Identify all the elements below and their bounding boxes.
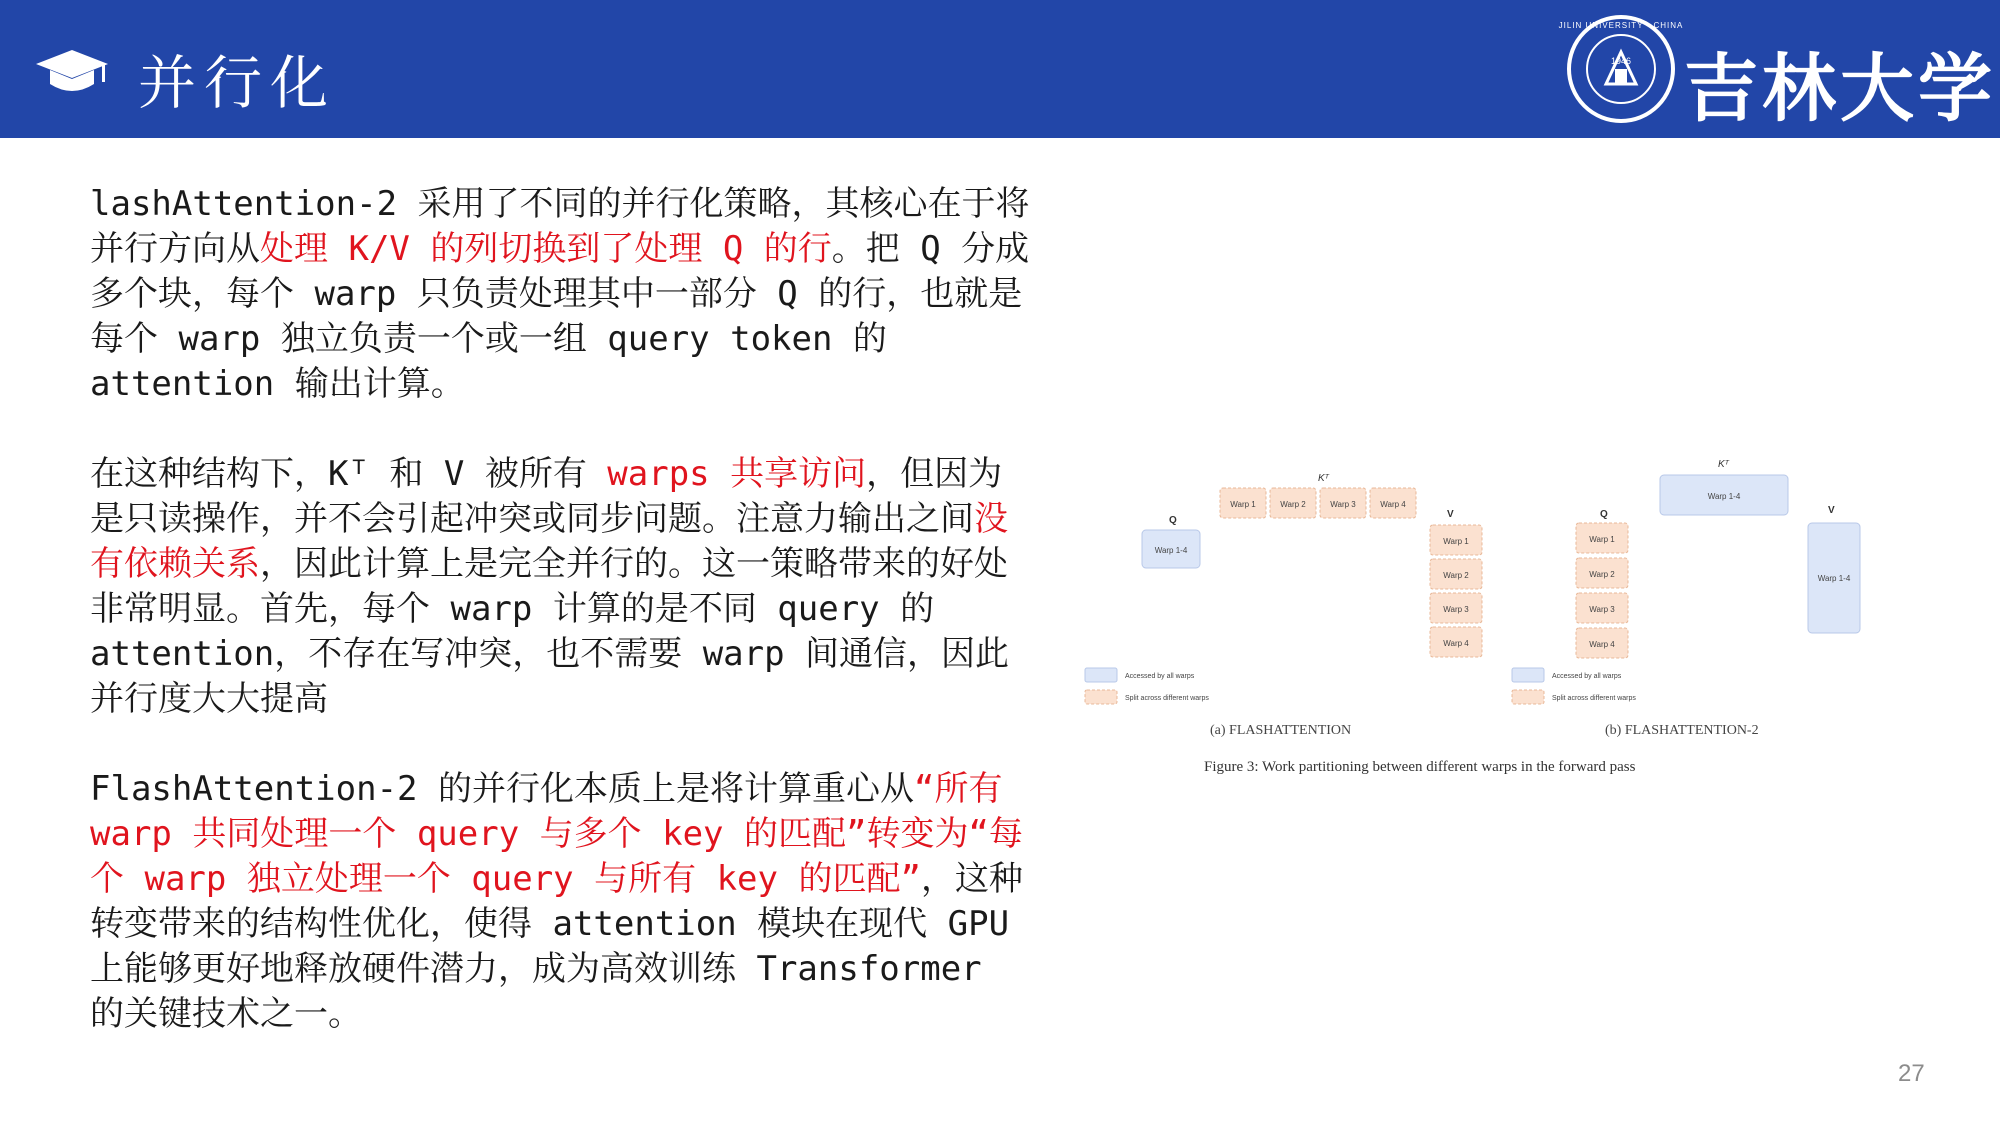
q-block-label: Warp 1-4 (1154, 546, 1188, 555)
highlight-run: 没有依赖关系 (90, 499, 1008, 584)
kt-warp-block-1 (1220, 488, 1266, 518)
legend-accessed-label: Accessed by all warps (1125, 673, 1195, 680)
figure-caption: Figure 3: Work partitioning between different warps in the forward pass (1204, 759, 1636, 775)
legend-accessed-label-b: Accessed by all warps (1552, 673, 1622, 680)
q-warp-label-3: Warp 3 (1589, 605, 1615, 614)
kt-warp-block-2 (1270, 488, 1316, 518)
kt-warp-label-4: Warp 4 (1380, 500, 1406, 509)
legend-split-swatch-b (1512, 690, 1544, 704)
v-warp-label-4: Warp 4 (1443, 639, 1469, 648)
highlight-run: warps 共享访问 (607, 454, 867, 494)
text-run: 。把 Q 分成多个块，每个 warp 只负责处理其中一部分 Q 的行，也就是每个 warp 独立负责一个或一组 query token 的 attention 输出计算。 (90, 229, 1030, 404)
legend-split-label: Split across different warps (1125, 695, 1209, 702)
text-run: 在这种结构下，Kᵀ 和 V 被所有 (90, 454, 608, 494)
text-run: FlashAttention-2 的并行化本质上是将计算重心从 (90, 769, 914, 809)
legend-split-label-b: Split across different warps (1552, 695, 1636, 702)
q-warp-label-4: Warp 4 (1589, 640, 1615, 649)
highlight-run: 处理 K/V 的列切换到了处理 Q 的行 (260, 229, 832, 269)
paragraph-2 (90, 452, 1030, 722)
v-warp-block-2 (1430, 559, 1482, 589)
v-warp-label-1: Warp 1 (1443, 537, 1469, 546)
paragraph-3 (90, 767, 1030, 1037)
kt-warp-label-1: Warp 1 (1230, 500, 1256, 509)
kt-warp-label-2: Warp 2 (1280, 500, 1306, 509)
v-warp-block-3 (1430, 593, 1482, 623)
kt-block-b-label: Warp 1-4 (1707, 492, 1741, 501)
text-run: ，这种转变带来的结构性优化，使得 attention 模块在现代 GPU 上能够更好地释放硬件潜力，成为高效训练 Transformer 的关键技术之一。 (90, 859, 1023, 1034)
page-number: 27 (1898, 1060, 1925, 1087)
university-seal-logo (1558, 14, 1684, 124)
text-run: lashAttention-2 采用了不同的并行化策略，其核心在于将并行方向从 (90, 184, 1030, 269)
kt-warp-block-4 (1370, 488, 1416, 518)
v-warp-block-1 (1430, 525, 1482, 555)
q-warp-label-1: Warp 1 (1589, 535, 1615, 544)
q-warp-label-2: Warp 2 (1589, 570, 1615, 579)
paragraph-1 (90, 182, 1030, 407)
seal-text: JILIN UNIVERSITY · CHINA (1558, 21, 1684, 30)
v-label: V (1447, 509, 1454, 520)
q-label: Q (1169, 515, 1177, 526)
university-name-logo: 吉林大学 (1684, 46, 1996, 132)
subfigure-a-label: (a) FLASHATTENTION (1210, 723, 1352, 738)
highlight-run: “所有 warp 共同处理一个 query 与多个 key 的匹配”转变为“每个 warp 独立处理一个 query 与所有 key 的匹配” (90, 769, 1023, 899)
v-block-b (1808, 523, 1860, 633)
body-text (90, 182, 1030, 1082)
v-label-b: V (1828, 505, 1835, 516)
v-warp-label-2: Warp 2 (1443, 571, 1469, 580)
subfigure-b-label: (b) FLASHATTENTION-2 (1605, 723, 1759, 738)
v-block-b-label: Warp 1-4 (1817, 574, 1851, 583)
v-warp-block-4 (1430, 627, 1482, 657)
kt-block-b (1660, 475, 1788, 515)
graduation-cap-icon (34, 48, 110, 96)
q-warp-block-4 (1576, 628, 1628, 658)
flashattention-diagram (1085, 473, 1482, 738)
kt-label-b: Kᵀ (1718, 459, 1729, 470)
q-label-b: Q (1600, 509, 1608, 520)
text-run: ，但因为是只读操作，并不会引起冲突或同步问题。注意力输出之间 (90, 454, 1003, 539)
v-warp-label-3: Warp 3 (1443, 605, 1469, 614)
kt-warp-label-3: Warp 3 (1330, 500, 1356, 509)
q-warp-block-1 (1576, 523, 1628, 553)
legend-accessed-swatch (1085, 668, 1117, 682)
flashattention2-diagram (1512, 459, 1860, 738)
title-bar (0, 0, 2000, 138)
legend-split-swatch (1085, 690, 1117, 704)
q-warp-block-3 (1576, 593, 1628, 623)
q-warp-block-2 (1576, 558, 1628, 588)
seal-year: 1946 (1610, 56, 1632, 66)
kt-warp-block-3 (1320, 488, 1366, 518)
page-title: 并行化 (138, 49, 337, 117)
kt-label: Kᵀ (1318, 473, 1329, 484)
q-block (1142, 530, 1200, 568)
work-partitioning-figure (1080, 455, 1880, 785)
legend-accessed-swatch-b (1512, 668, 1544, 682)
text-run: ，因此计算上是完全并行的。这一策略带来的好处非常明显。首先，每个 warp 计算的是不同 query 的 attention，不存在写冲突，也不需要 warp 间通信，因此并行度大大提高 (90, 544, 1010, 719)
